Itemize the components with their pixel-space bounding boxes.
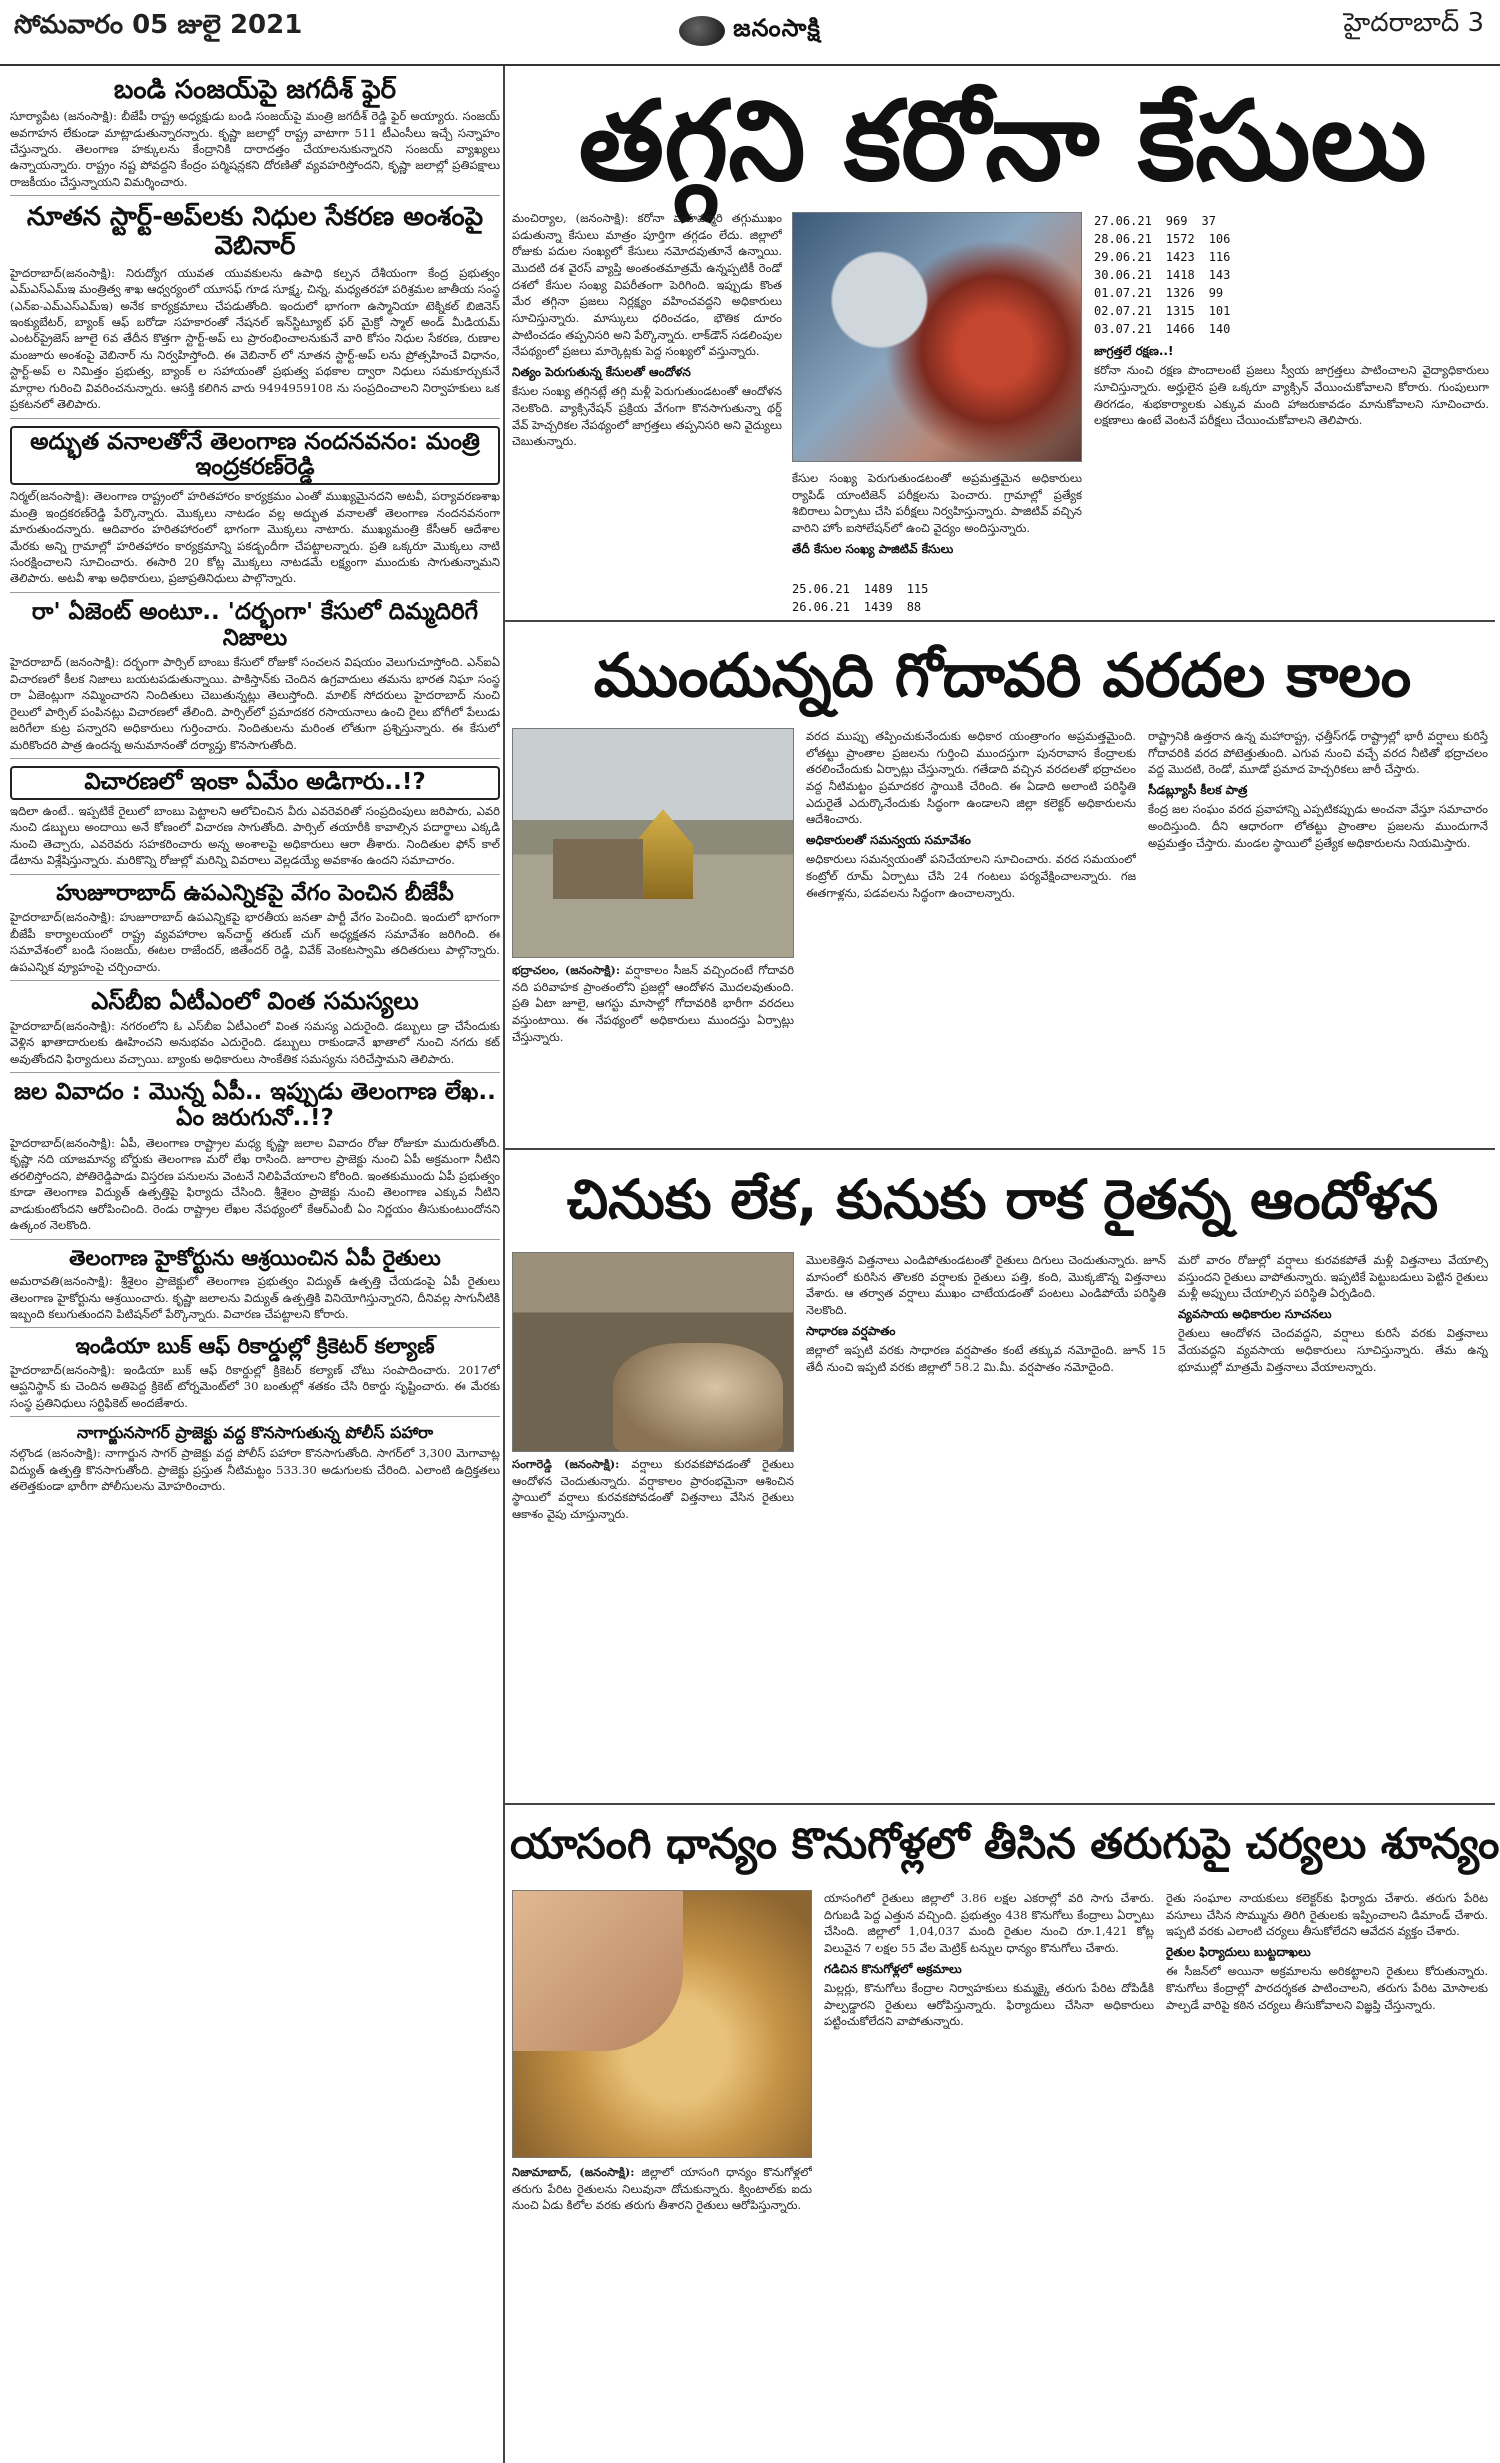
case-table-cell: 1418 [1165,268,1195,282]
case-table-cell: 01.07.21 [1094,286,1152,300]
farmers-col2b-text: జిల్లాలో ఇప్పటి వరకు సాధారణ వర్షపాతం కంటే తక్కువ నమోదైంది. జూన్ 15 తేదీ నుంచి ఇప్పటి వరకు జిల్లాలో 58.2 మి.మీ. వర్షపాతం నమోదైంది. [806,1343,1166,1374]
paddy-col3 [1166,1890,1488,2455]
case-table-cell: 88 [906,600,922,614]
left-story [10,76,500,196]
corona-col2-text: కేసుల సంఖ్య పెరుగుతుండటంతో అప్రమత్తమైన అధికారులు ర్యాపిడ్ యాంటిజెన్ పరీక్షలను పెంచారు. గ్రామాల్లో ప్రత్యేక శిబిరాలు ఏర్పాటు చేసి పరీక్షలు నిర్వహిస్తున్నారు. పాజిటివ్ వచ్చిన వారిని హోం ఐసోలేషన్‌లో ఉంచి వైద్యం అందిస్తున్నారు. [792,471,1082,536]
case-table-cell: 37 [1201,214,1216,228]
case-table-row [1094,320,1354,338]
left-story-headline: జల వివాదం : మొన్న ఏపీ.. ఇప్పుడు తెలంగాణ లేఖ.. ఏం జరుగునో..!? [14,1079,496,1132]
left-story-body: హైదరాబాద్(జనంసాక్షి): హుజూరాబాద్ ఉపఎన్నికపై భారతీయ జనతా పార్టీ వేగం పెంచింది. ఇందులో భాగంగా బీజేపీ కార్యాలయంలో రాష్ట్ర వ్యవహారాల ఇన్‌చార్జ్ తరుణ్ చుగ్ అధ్యక్షతన సమావేశం జరిగింది. ఈ సమావేశంలో బండి సంజయ్, ఈటల రాజేందర్, జితేందర్ రెడ్డి, వివేక్ వెంకటస్వామి తదితరులు పాల్గొన్నారు. ఉపఎన్నిక వ్యూహంపై చర్చించారు. [10,910,500,974]
left-column [10,76,500,2456]
case-table-cell: 26.06.21 [792,600,850,614]
left-story-headline: హుజూరాబాద్ ఉపఎన్నికపై వేగం పెంచిన బీజేపీ [56,880,454,906]
farmer-face-icon [613,1343,783,1452]
case-table-cell: 27.06.21 [1094,214,1152,228]
left-story-headline: తెలంగాణ హైకోర్టును ఆశ్రయించిన ఏపీ రైతులు [69,1245,441,1270]
column-rule [503,66,505,2463]
left-story [10,766,500,875]
case-table-cell: 1489 [863,582,893,596]
left-story-headline: ఎస్‌బీఐ ఏటీఎంలో వింత సమస్యలు [91,987,419,1016]
corona-case-table-b [1094,212,1354,338]
case-table-cell: 28.06.21 [1094,232,1152,246]
corona-col3-text: కరోనా నుంచి రక్షణ పొందాలంటే ప్రజలు స్వీయ జాగ్రత్తలు పాటించాలని వైద్యాధికారులు సూచిస్తున్నారు. అర్హులైన ప్రతి ఒక్కరూ వ్యాక్సిన్ వేయించుకోవాలని కోరారు. గుంపులుగా తిరగడం, శుభకార్యాలకు ఎక్కువ మంది హాజరుకావడం మానుకోవాలని సూచించారు. లక్షణాలు ఉంటే వెంటనే పరీక్షలు చేయించుకోవాలని తెలిపారు. [1094,363,1489,428]
story-separator [10,195,500,196]
case-table-row [792,580,1082,598]
paddy-col3-text: రైతు సంఘాల నాయకులు కలెక్టర్‌కు ఫిర్యాదు చేశారు. తరుగు పేరిట వసూలు చేసిన సొమ్మును తిరిగి రైతులకు ఇప్పించాలని డిమాండ్ చేశారు. ఇప్పటి వరకు ఎలాంటి చర్యలు తీసుకోలేదని ఆవేదన వ్యక్తం చేశారు. [1166,1891,1488,1939]
godavari-col2 [806,728,1136,1142]
farmers-col3b-text: రైతులు ఆందోళన చెందవద్దని, వర్షాలు కురిసే వరకు విత్తనాలు వేయవద్దని వ్యవసాయ అధికారులు సూచిస్తున్నారు. తేమ ఉన్న భూముల్లో మాత్రమే విత్తనాలు వేయాలన్నారు. [1178,1326,1488,1374]
paddy-col2 [824,1890,1154,2455]
paper-name: జనంసాక్షి [733,14,821,42]
corona-col3 [1094,340,1489,615]
story-separator [10,1416,500,1417]
paddy-caption [512,2164,812,2454]
farmers-caption [512,1456,794,1796]
paddy-col3-subhead: రైతుల ఫిర్యాదులు బుట్టదాఖలు [1166,1945,1311,1960]
case-table-cell: 140 [1208,322,1231,336]
paddy-headline: యాసంగి ధాన్యం కొనుగోళ్లలో తీసిన తరుగుపై చర్యలు శూన్యం [510,1819,1500,1868]
edition-page: హైదరాబాద్ 3 [1343,8,1484,38]
corona-col1-subhead: నిత్యం పెరుగుతున్న కేసులతో ఆందోళన [512,365,691,380]
riverside-building-icon [553,839,643,899]
case-table-cell: 143 [1208,268,1231,282]
case-table-cell: 25.06.21 [792,582,850,596]
left-story [10,1080,500,1239]
farmers-col3-text: మరో వారం రోజుల్లో వర్షాలు కురవకపోతే మళ్లీ విత్తనాలు వేయాల్సి వస్తుందని రైతులు వాపోతున్నారు. ఇప్పటికే పెట్టుబడులు పెట్టిన రైతులు మళ్లీ అప్పులు చేయాల్సిన పరిస్థితి ఏర్పడింది. [1178,1253,1488,1301]
godavari-col2b-text: అధికారులు సమన్వయంతో పనిచేయాలని సూచించారు. వరద సమయంలో కంట్రోల్ రూమ్ ఏర్పాటు చేసి 24 గంటలు పర్యవేక్షించాలన్నారు. గజ ఈతగాళ్లను, పడవలను సిద్ధంగా ఉంచాలన్నారు. [806,852,1136,900]
corona-col3-subhead: జాగ్రత్తలే రక్షణ..! [1094,344,1174,358]
paddy-col2-subhead: గడిచిన కొనుగోళ్లలో అక్రమాలు [824,1961,962,1976]
left-story-headline: నాగార్జునసాగర్ ప్రాజెక్టు వద్ద కొనసాగుతున్న పోలీస్ పహారా [76,1423,434,1443]
paddy-caption-text: జిల్లాలో యాసంగి ధాన్యం కొనుగోళ్లలో తరుగు పేరిట రైతులను నిలువునా దోచుకున్నారు. క్వింటాల్‌కు ఐదు నుంచి ఏడు కిలోల వరకు తరుగు తీశారని రైతులు ఆరోపిస్తున్నారు. [512,2165,812,2213]
story-separator [10,418,500,419]
godavari-headline: ముందున్నది గోదావరి వరదల కాలం [593,641,1412,711]
story-separator [10,1327,500,1328]
left-story-headline: విచారణలో ఇంకా ఏమేం అడిగారు..!? [10,766,500,800]
case-table-cell: 115 [906,582,929,596]
case-table-row [1094,212,1354,230]
left-story-body: హైదరాబాద్(జనంసాక్షి): నగరంలోని ఓ ఎస్‌బీఐ ఏటీఎంలో వింత సమస్య ఎదురైంది. డబ్బులు డ్రా చేసేందుకు వెళ్లిన ఖాతాదారులకు ఊహించని అనుభవం ఎదురైంది. డబ్బులు రాకుండానే ఖాతాలో నుంచి నగదు కట్ అవుతోందని ఫిర్యాదులు వచ్చాయి. బ్యాంకు అధికారులు సాంకేతిక సమస్యను సరిచేస్తామని తెలిపారు. [10,1018,500,1066]
corona-col1b-text: కేసుల సంఖ్య తగ్గినట్లే తగ్గి మళ్లీ పెరుగుతుండటంతో ఆందోళన నెలకొంది. వ్యాక్సినేషన్ ప్రక్రియ వేగంగా కొనసాగుతున్నా థర్డ్ వేవ్ హెచ్చరికల నేపథ్యంలో జాగ్రత్తలు తప్పనిసరి అని వైద్యులు చెబుతున్నారు. [512,384,782,449]
story-separator [10,1239,500,1240]
godavari-caption [512,962,794,1142]
left-story-body: హైదరాబాద్(జనంసాక్షి): నిరుద్యోగ యువత యువకులను ఉపాధి కల్పన దేశీయంగా కేంద్ర ప్రభుత్వం ఎమ్‌ఎస్‌ఎమ్ఇ మంత్రిత్వ శాఖ ఆధ్వర్యంలో యూసఫ్ గూడ సూక్ష్మ, చిన్న, మధ్యతరహా పరిశ్రమల జాతీయ సంస్థ (ఎన్‌ఐ-ఎమ్‌ఎస్‌ఎమ్ఇ) అనేక కార్యక్రమాలు చేపడుతోంది. ఇందులో భాగంగా ఉస్మానియా టెక్నికల్ బిజినెస్ ఇంక్యుబేటర్, బ్యాంక్ ఆఫ్ బరోడా సహకారంతో నేషనల్ ఇన్‌స్టిట్యూట్ ఫర్ మైక్రో స్మాల్ అండ్ మీడియమ్ ఎంటర్‌ప్రైజెస్ జూలై 6వ తేదీన కొత్తగా స్టార్ట్-అప్ లు ప్రారంభించాలనుకునే వారి కోసం నిధుల సేకరణ, రుణాల మంజూరు అంశంపై వెబినార్ ను నిర్వహిస్తోంది. ఈ వెబినార్ లో నూతన స్టార్ట్-అప్ లను ప్రోత్సహించే విధానం, స్టార్ట్-అప్ ల నిమిత్తం ప్రభుత్వ, బ్యాంక్ ల సహాయంతో ప్రభుత్వ పథకాల ద్వారా నిధులు సమకూర్చుకునే మార్గాల గురించి వివరించనున్నారు. ఆసక్తి కలిగిన వారు 9494959108 ను సంప్రదించాలని నిర్వాహకులు ఒక ప్రకటనలో తెలిపారు. [10,265,500,412]
farmers-col2-text: మొలకెత్తిన విత్తనాలు ఎండిపోతుండటంతో రైతులు దిగులు చెందుతున్నారు. జూన్ మాసంలో కురిసిన తొలకరి వర్షాలకు రైతులు పత్తి, కంది, మొక్కజొన్న విత్తనాలు వేశారు. ఆ తర్వాత వర్షాలు ముఖం చాటేయడంతో పంటలు ఎండిపోయే పరిస్థితి నెలకొంది. [806,1253,1166,1318]
left-story-body: హైదరాబాద్ (జనంసాక్షి): దర్భంగా పార్సిల్ బాంబు కేసులో రోజుకో సంచలన విషయం వెలుగుచూస్తోంది. ఎన్ఐఏ విచారణలో కీలక నిజాలు బయటపడుతున్నాయి. పాకిస్తాన్‌కు చెందిన ఉగ్రవాదులు తమను భారత నిఘా సంస్థ రా ఏజెంట్లుగా నమ్మించారని నిందితులు చెబుతున్నట్లు తెలుస్తోంది. మాలిక్ సోదరులు హైదరాబాద్ నుంచి రైలులో పార్సిల్ పంపినట్లు విచారణలో తేలింది. పార్సిల్‌లో ప్రమాదకర రసాయనాలు ఉంచి రైలు బోగీలో పేలుడు జరిగేలా కుట్ర పన్నారని అధికారులు గుర్తించారు. నిందితులను మరింత లోతుగా ప్రశ్నిస్తున్నారు. ఈ కేసులో మరికొందరి పాత్ర ఉందన్న అనుమానంతో దర్యాప్తు కొనసాగుతోంది. [10,655,500,752]
left-story-body: హైదరాబాద్(జనంసాక్షి): ఇండియా బుక్ ఆఫ్ రికార్డుల్లో క్రికెటర్ కల్యాణ్ చోటు సంపాదించారు. 2017లో ఆప్ఘనిస్థాన్ కు చెందిన అతిపెద్ద క్రికెట్ టోర్నమెంట్‌లో 30 బంతుల్లో శతకం చేసి రికార్డు సృష్టించారు. ఈ మేరకు సంస్థ ప్రతినిధులు సర్టిఫికెట్ అందజేశారు. [10,1362,500,1410]
paddy-col2-text: యాసంగిలో రైతులు జిల్లాలో 3.86 లక్షల ఎకరాల్లో వరి సాగు చేశారు. దిగుబడి పెద్ద ఎత్తున వచ్చింది. ప్రభుత్వం 438 కొనుగోలు కేంద్రాలు ఏర్పాటు చేసింది. జిల్లాలో 1,04,037 మంది రైతుల నుంచి రూ.1,421 కోట్ల విలువైన 7 లక్షల 55 వేల మెట్రిక్ టన్నుల ధాన్యం కొనుగోలు చేశారు. [824,1891,1154,1956]
corona-col1 [512,210,782,570]
left-story-body: హైదరాబాద్(జనంసాక్షి): ఏపీ, తెలంగాణ రాష్ట్రాల మధ్య కృష్ణా జలాల వివాదం రోజు రోజుకూ ముదురుతోంది. కృష్ణా నది యాజమాన్య బోర్డుకు తెలంగాణ మరో లేఖ రాసింది. జూరాల ప్రాజెక్టు నుంచి ఏపీ అక్రమంగా నీటిని తరలిస్తోందని, పోతిరెడ్డిపాడు విస్తరణ పనులను వెంటనే నిలిపివేయాలని కోరింది. ఇంతకుముందు ఏపీ ప్రభుత్వం కూడా తెలంగాణ విద్యుత్ ఉత్పత్తిపై ఫిర్యాదు చేసింది. శ్రీశైలం ప్రాజెక్టు నుంచి తెలంగాణ ఎక్కువ నీటిని వాడుకుంటోందని ఆరోపించింది. రెండు రాష్ట్రాల లేఖల నేపథ్యంలో కేఆర్ఎంబీ ఏం నిర్ణయం తీసుకుంటుందోనని ఉత్కంఠ నెలకొంది. [10,1135,500,1233]
case-table-cell: 29.06.21 [1094,250,1152,264]
corona-headline: తగ్గని కరోనా కేసులు [578,77,1427,205]
issue-date: సోమవారం 05 జులై 2021 [14,10,303,40]
godavari-col3 [1148,728,1488,1142]
case-table-cell: 1466 [1165,322,1195,336]
corona-case-table-a [792,580,1082,616]
corona-table-header: తేదీ కేసుల సంఖ్య పాజిటివ్ కేసులు [792,541,954,556]
left-story-body: నిర్మల్(జనంసాక్షి): తెలంగాణ రాష్ట్రంలో హరితహారం కార్యక్రమం ఎంతో ముఖ్యమైనదని అటవీ, పర్యావరణశాఖ మంత్రి ఇంద్రకరణ్‌రెడ్డి పేర్కొన్నారు. మొక్కలు నాటడం వల్ల అద్భుత వనాలతో తెలంగాణ నందనవనంగా మారుతుందన్నారు. ఆదివారం హరితహారంలో భాగంగా మొక్కలు నాటారు. ముఖ్యమంత్రి కేసీఆర్ ఆదేశాల మేరకు అన్ని గ్రామాల్లో హరితహారం కార్యక్రమాన్ని పకడ్బందీగా చేపట్టాలన్నారు. ప్రతి ఒక్కరూ మొక్కలు నాటి సంరక్షించాలని సూచించారు. ఈసారి 20 కోట్ల మొక్కలు నాటడమే లక్ష్యంగా ముందుకు సాగుతున్నామని తెలిపారు. అటవీ శాఖ అధికారులు, ప్రజాప్రతినిధులు పాల్గొన్నారు. [10,489,500,586]
case-table-cell: 1439 [863,600,893,614]
paddy-col2b-text: మిల్లర్లు, కొనుగోలు కేంద్రాల నిర్వాహకులు కుమ్మక్కై తరుగు పేరిట దోపిడీకి పాల్పడ్డారని రైతులు ఆరోపిస్తున్నారు. ఫిర్యాదులు చేసినా అధికారులు పట్టించుకోలేదని వాపోతున్నారు. [824,1981,1154,2029]
farmers-col2 [806,1252,1166,1797]
farmers-col3 [1178,1252,1488,1797]
case-table-cell: 106 [1208,232,1231,246]
godavari-caption-text: వర్షాకాలం సీజన్ వచ్చిందంటే గోదావరి నది పరివాహక ప్రాంతంలోని ప్రజల్లో ఆందోళన మొదలవుతుంది. ప్రతి ఏటా జూలై, ఆగస్టు మాసాల్లో గోదావరికి భారీగా వరదలు వస్తుంటాయి. ఈ నేపథ్యంలో అధికారులు ముందస్తు ఏర్పాట్లు చేస్తున్నారు. [512,963,794,1044]
corona-virus-photo [792,212,1082,462]
farmer-field-photo [512,1252,794,1452]
paper-logo [620,6,880,56]
logo-emblem-icon [679,16,725,46]
left-story-body: సూర్యాపేట (జనంసాక్షి): బీజేపీ రాష్ట్ర అధ్యక్షుడు బండి సంజయ్‌పై మంత్రి జగదీశ్ రెడ్డి ఫైర్ అయ్యారు. సంజయ్ అవగాహన లేకుండా మాట్లాడుతున్నారన్నారు. కృష్ణా జలాల్లో రాష్ట్ర వాటాగా 511 టీఎంసీలు ఇచ్చే సన్నాహం చేస్తున్నారు. తెలంగాణ హక్కులను కేంద్రానికి దారాదత్తం చేయాలనుకున్నారని సంజయ్ వ్యాఖ్యలు ఉన్నాయన్నారు. రాష్ట్రం నష్ట పోవద్దని కేంద్రం పర్మిషన్లకని దోరణితో వ్యవహరిస్తోందని, కృష్ణా జలాల్లో ప్రతిపక్షాలు రాజకీయం చేస్తున్నాయని విమర్శించారు. [10,109,500,189]
case-table-row [1094,230,1354,248]
godavari-temple-photo [512,728,794,958]
case-table-row [1094,302,1354,320]
case-table-cell: 1315 [1165,304,1195,318]
case-table-cell: 03.07.21 [1094,322,1152,336]
farmers-col3-subhead: వ్యవసాయ అధికారుల సూచనలు [1178,1307,1332,1322]
case-table-cell: 1326 [1165,286,1195,300]
godavari-col2-text: వరద ముప్పు తప్పించుకునేందుకు అధికార యంత్రాంగం అప్రమత్తమైంది. లోతట్టు ప్రాంతాల ప్రజలను గుర్తించి ముందస్తుగా పునరావాస కేంద్రాలకు తరలించేందుకు ఏర్పాట్లు చేస్తున్నారు. గతేడాది వచ్చిన వరదలతో భద్రాచలం వద్ద నీటిమట్టం ప్రమాదకర స్థాయికి చేరింది. ఈ ఏడాది అలాంటి పరిస్థితి ఎదురైతే ఎదుర్కొనేందుకు సిద్ధంగా ఉండాలని జిల్లా కలెక్టర్ అధికారులను ఆదేశించారు. [806,729,1136,827]
case-table-row [1094,266,1354,284]
paddy-col3b-text: ఈ సీజన్‌లో అయినా అక్రమాలను అరికట్టాలని రైతులు కోరుతున్నారు. కొనుగోలు కేంద్రాల్లో పారదర్శకత పాటించాలని, తరుగు పేరిట మోసాలకు పాల్పడే వారిపై కఠిన చర్యలు తీసుకోవాలని విజ్ఞప్తి చేస్తున్నారు. [1166,1964,1488,2012]
left-story [10,1335,500,1417]
case-table-cell: 1572 [1165,232,1195,246]
left-story-headline: అద్భుత వనాలతోనే తెలంగాణ నందనవనం: మంత్రి ఇంద్రకరణ్‌రెడ్డి [10,426,500,486]
corona-col1-text: మంచిర్యాల, (జనంసాక్షి): కరోనా మహమ్మారి తగ్గుముఖం పడుతున్నా కేసులు మాత్రం పూర్తిగా తగ్గడం లేదు. జిల్లాలో రోజుకు పదుల సంఖ్యలో కేసులు నమోదవుతూనే ఉన్నాయి. మొదటి దశ వైరస్ వ్యాప్తి అంతంతమాత్రమే ఉన్నప్పటికీ రెండో దశలో కేసుల సంఖ్య విపరీతంగా పెరిగింది. ఇప్పుడు కొంత మేర తగ్గినా ప్రజలు నిర్లక్ష్యం వహించవద్దని అధికారులు సూచిస్తున్నారు. మాస్కులు ధరించడం, భౌతిక దూరం పాటించడం తప్పనిసరి అని పేర్కొన్నారు. లాక్‌డౌన్ సడలింపుల నేపథ్యంలో ప్రజలు మార్కెట్లకు పెద్ద సంఖ్యలో వస్తున్నారు. [512,211,782,359]
left-story [10,882,500,981]
story-separator [10,980,500,981]
paddy-dateline: నిజామాబాద్, (జనంసాక్షి): [512,2165,635,2179]
case-table-cell: 1423 [1165,250,1195,264]
godavari-col3-text: రాష్ట్రానికి ఉత్తరాన ఉన్న మహారాష్ట్ర, ఛత్తీస్‌గఢ్ రాష్ట్రాల్లో భారీ వర్షాలు కురిస్తే గోదావరికి వరద పోటెత్తుతుంది. ఎగువ నుంచి వచ్చే వరద నీటితో భద్రాచలం వద్ద మొదటి, రెండో, మూడో ప్రమాద హెచ్చరికలు జారీ చేస్తారు. [1148,729,1488,777]
left-story-headline: రా' ఏజెంట్ అంటూ.. 'దర్భంగా' కేసులో దిమ్మదిరిగే నిజాలు [31,598,479,651]
farmers-dateline: సంగారెడ్డి (జనంసాక్షి): [512,1457,620,1471]
case-table-cell: 02.07.21 [1094,304,1152,318]
left-story [10,988,500,1073]
case-table-cell: 969 [1165,214,1188,228]
left-story [10,1424,500,1494]
left-story-body: అమరావతి(జనంసాక్షి): శ్రీశైలం ప్రాజెక్టులో తెలంగాణ ప్రభుత్వం విద్యుత్ ఉత్పత్తి చేయడంపై ఏపీ రైతులు తెలంగాణ హైకోర్టును ఆశ్రయించారు. కృష్ణా జలాలను విద్యుత్ ఉత్పత్తికి వినియోగిస్తున్నారని, దీనివల్ల సాగునీటికి ఇబ్బంది కలుగుతుందని పిటిషన్‌లో పేర్కొన్నారు. విచారణ చేపట్టాలని కోరారు. [10,1274,500,1321]
case-table-cell: 99 [1208,286,1224,300]
case-table-row [792,598,1082,616]
left-story [10,426,500,593]
farmers-col2-subhead: సాధారణ వర్షపాతం [806,1323,896,1338]
hand-holding-grain-icon [513,1891,683,2051]
story-separator [10,592,500,593]
left-story [10,203,500,418]
case-table-row [1094,248,1354,266]
case-table-row [1094,284,1354,302]
godavari-col3b-text: కేంద్ర జల సంఘం వరద ప్రవాహాన్ని ఎప్పటికప్పుడు అంచనా వేస్తూ సమాచారం అందిస్తుంది. దీని ఆధారంగా లోతట్టు ప్రాంతాల ప్రజలను ముందుగానే అప్రమత్తం చేస్తారు. మండల స్థాయిలో ప్రత్యేక అధికారులను నియమిస్తారు. [1148,802,1488,850]
case-table-cell: 30.06.21 [1094,268,1152,282]
section-divider [505,1803,1495,1805]
case-table-cell: 101 [1208,304,1231,318]
godavari-col2-subhead: అధికారులతో సమన్వయ సమావేశం [806,833,971,848]
left-story-body: ఇదిలా ఉంటే.. ఇప్పటికే రైలులో బాంబు పెట్టాలని ఆలోచించిన వీరు ఎవరెవరితో సంప్రదింపులు జరిపారు, ఎవరి నుంచి డబ్బులు అందాయి అనే కోణంలో విచారణ సాగుతోంది. పార్సిల్ తయారీకి కావాల్సిన పదార్థాలు ఎక్కడి నుంచి తెచ్చారు, ఎవరెవరు సహకరించారు అన్న అంశాలపై అధికారులు ఆరా తీశారు. నిందితుల ఫోన్ కాల్ డేటాను విశ్లేషిస్తున్నారు. మరికొన్ని రోజుల్లో మరిన్ని వివరాలు వెల్లడయ్యే అవకాశం ఉందని సమాచారం. [10,803,500,868]
farmers-caption-text: వర్షాలు కురవకపోవడంతో రైతులు ఆందోళన చెందుతున్నారు. వర్షాకాలం ప్రారంభమైనా ఆశించిన స్థాయిలో వర్షాలు కురవకపోవడంతో విత్తనాలు వేసిన రైతులు ఆకాశం వైపు చూస్తున్నారు. [512,1457,794,1522]
case-table-cell: 116 [1208,250,1231,264]
farmers-headline: చినుకు లేక, కునుకు రాక రైతన్న ఆందోళన [566,1168,1439,1231]
left-story [10,600,500,759]
section-divider [505,1148,1495,1150]
section-divider [505,620,1495,622]
left-story-headline: బండి సంజయ్‌పై జగదీశ్ ఫైర్ [113,76,397,105]
godavari-dateline: భద్రాచలం, (జనంసాక్షి): [512,963,621,977]
left-story-headline: నూతన స్టార్ట్-అప్‌లకు నిధుల సేకరణ అంశంపై వెబినార్ [26,202,484,262]
left-story-headline: ఇండియా బుక్ ఆఫ్ రికార్డుల్లో క్రికెటర్ కల్యాణ్ [75,1334,435,1359]
story-separator [10,758,500,759]
corona-col2 [792,470,1082,570]
godavari-col3-subhead: సీడబ్ల్యూసీ కీలక పాత్ర [1148,783,1248,798]
story-separator [10,1072,500,1073]
left-story [10,1247,500,1329]
paddy-grain-photo [512,1890,812,2158]
left-story-body: నల్గొండ (జనంసాక్షి): నాగార్జున సాగర్ ప్రాజెక్టు వద్ద పోలీస్ పహారా కొనసాగుతోంది. సాగర్‌లో 3,300 మెగావాట్ల విద్యుత్ ఉత్పత్తి కొనసాగుతోంది. ప్రాజెక్టు ప్రస్తుత నీటిమట్టం 533.30 అడుగులకు చేరింది. ఎలాంటి ఉద్రిక్తతలు తలెత్తకుండా భారీగా పోలీసులను మోహరించారు. [10,1446,500,1494]
story-separator [10,874,500,875]
masthead [0,0,1500,66]
